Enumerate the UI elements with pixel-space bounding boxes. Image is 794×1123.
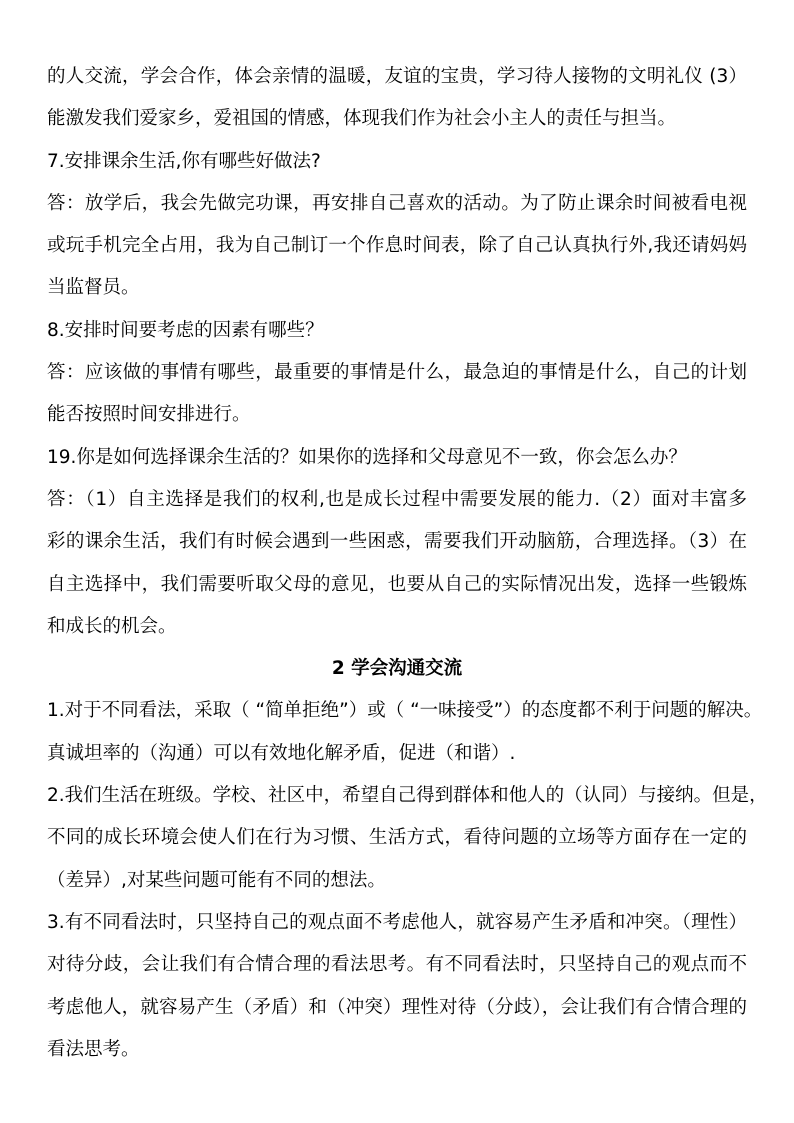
paragraph-line-1: 的人交流，学会合作，体会亲情的温暖，友谊的宝贵，学习待人接物的文明礼仪 (3） [47, 66, 747, 87]
item-3-line-3: 考虑他人，就容易产生（矛盾）和（冲突）理性对待（分歧），会让我们有合情合理的 [47, 996, 747, 1018]
paragraph-line-2: 能激发我们爱家乡，爱祖国的情感，体现我们作为社会小主人的责任与担当。 [47, 108, 677, 130]
item-2-line-3: （差异）,对某些问题可能有不同的想法。 [47, 869, 386, 891]
question-19: 19.你是如何选择课余生活的？如果你的选择和父母意见不一致，你会怎么办？ [47, 446, 687, 468]
item-1-line-1: 1.对于不同看法，采取（ “简单拒绝”）或（ “一味接受”）的态度都不利于问题的解决。 [47, 700, 763, 722]
item-2-line-1: 2.我们生活在班级。学校、社区中，希望自己得到群体和他人的（认同）与接纳。但是， [47, 785, 768, 807]
answer-7-line-3: 当监督员。 [47, 277, 140, 299]
item-3-line-1: 3.有不同看法时，只坚持自己的观点面不考虑他人，就容易产生矛盾和冲突。（理性） [47, 911, 747, 933]
item-2-line-2: 不同的成长环境会使人们在行为习惯、生活方式，看待问题的立场等方面存在一定的 [47, 827, 747, 849]
answer-7-line-1: 答：放学后，我会先做完功课，再安排自己喜欢的活动。为了防止课余时间被看电视 [47, 192, 747, 214]
question-7: 7.安排课余生活,你有哪些好做法? [47, 150, 321, 172]
question-8: 8.安排时间要考虑的因素有哪些？ [47, 319, 324, 341]
item-3-line-2: 对待分歧，会让我们有合情合理的看法思考。有不同看法时，只坚持自己的观点而不 [47, 954, 747, 976]
item-1-line-2: 真诚坦率的（沟通）可以有效地化解矛盾，促进（和谐）. [47, 742, 516, 764]
answer-19-line-3: 自主选择中，我们需要听取父母的意见，也要从自己的实际情况出发，选择一些锻炼 [47, 573, 747, 595]
answer-19-line-2: 彩的课余生活，我们有时候会遇到一些困惑，需要我们开动脑筋，合理选择。（3）在 [47, 531, 747, 553]
section-heading: 2 学会沟通交流 [331, 658, 463, 680]
document-page [47, 56, 768, 1071]
answer-7-line-2: 或玩手机完全占用，我为自己制订一个作息时间表，除了自己认真执行外,我还请妈妈 [47, 235, 747, 257]
answer-19-line-1: 答：（1）自主选择是我们的权利,也是成长过程中需要发展的能力.（2）面对丰富多 [47, 488, 747, 510]
answer-8-line-2: 能否按照时间安排进行。 [47, 404, 251, 426]
answer-8-line-1: 答：应该做的事情有哪些，最重要的事情是什么，最急迫的事情是什么，自己的计划 [47, 362, 747, 384]
item-3-line-4: 看法思考。 [47, 1038, 140, 1060]
answer-19-line-4: 和成长的机会。 [47, 615, 177, 637]
